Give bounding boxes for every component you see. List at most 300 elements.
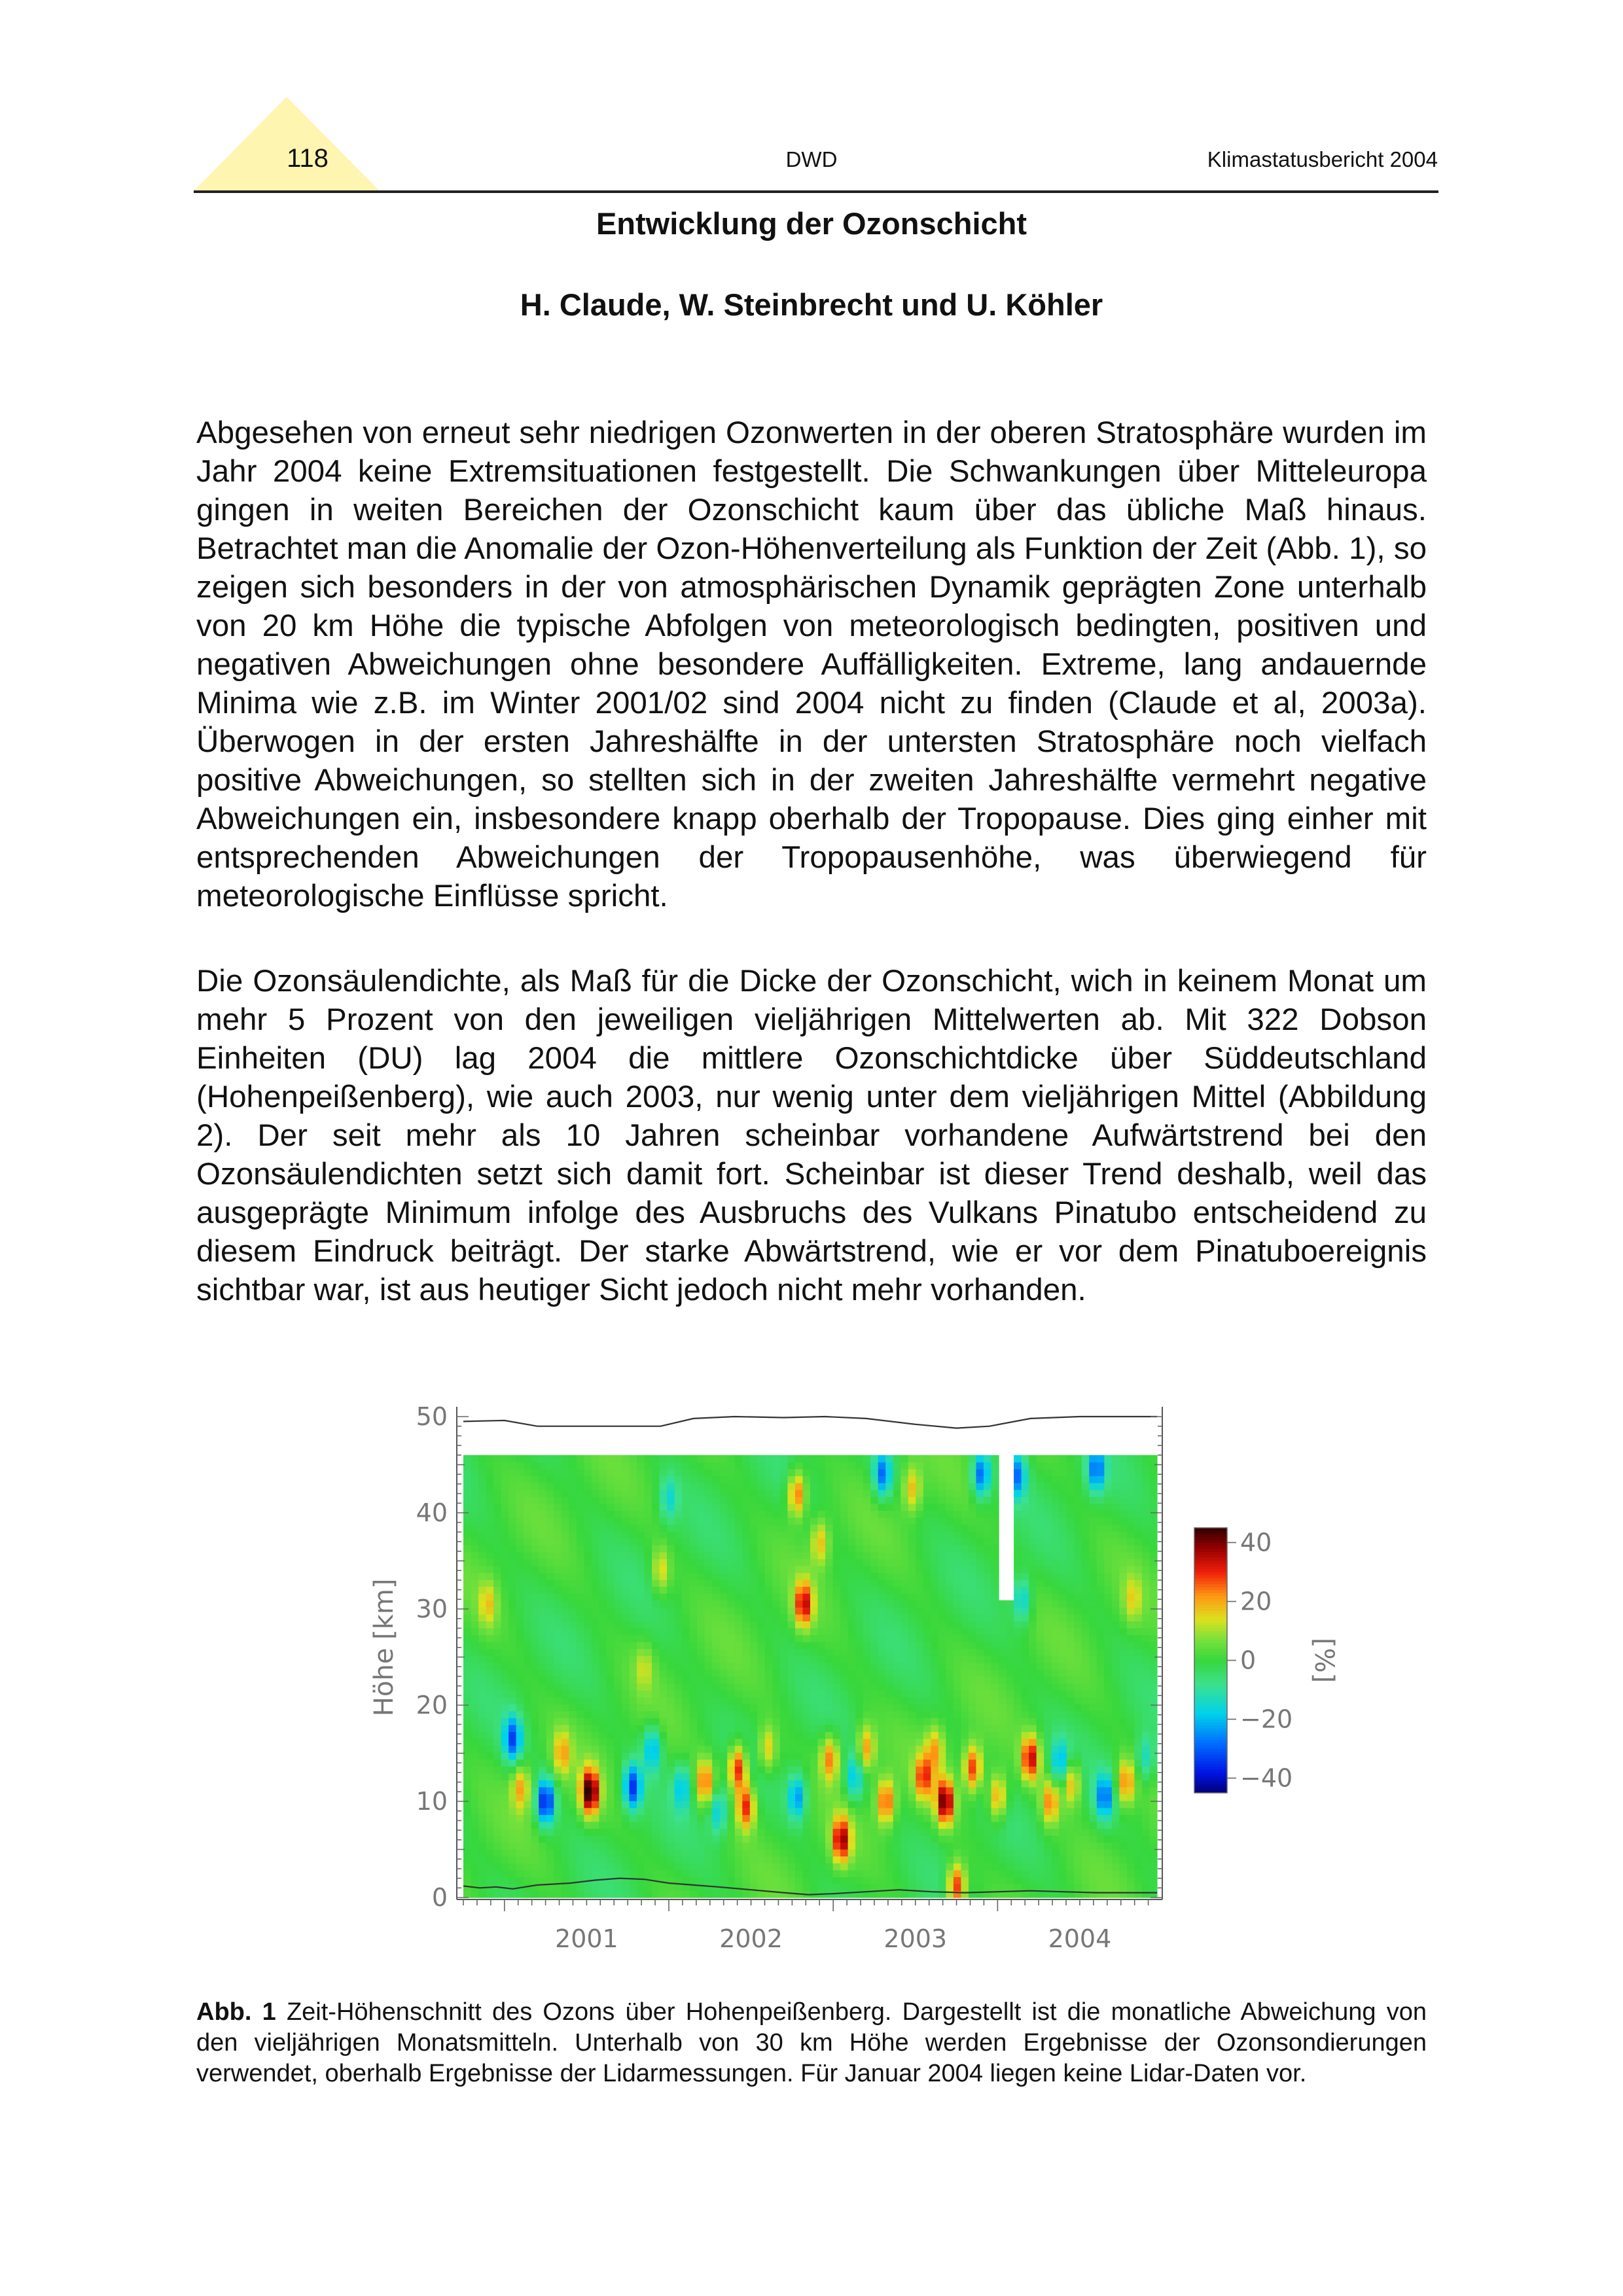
heat-cell [569,1552,577,1559]
heat-cell [916,1690,923,1697]
heat-cell [765,1711,773,1718]
heat-cell [712,1690,720,1697]
heat-cell [885,1752,893,1759]
heat-cell [516,1566,524,1573]
heat-cell [1044,1469,1052,1476]
heat-cell [652,1469,660,1476]
heat-cell [645,1822,652,1829]
heat-cell [878,1808,886,1815]
heat-cell [667,1835,675,1843]
heat-cell [848,1607,856,1614]
heat-cell [818,1669,826,1676]
heat-cell [599,1483,607,1490]
heat-cell [622,1704,630,1711]
heat-cell [765,1746,773,1753]
heat-cell [976,1649,984,1656]
heat-cell [1029,1780,1037,1787]
heat-cell [478,1739,486,1746]
heat-cell [825,1766,833,1773]
heat-cell [916,1842,923,1849]
heat-cell [720,1655,728,1663]
heat-cell [539,1746,546,1753]
heat-cell [531,1621,539,1628]
heat-cell [855,1655,863,1663]
heat-cell [757,1752,765,1759]
heat-cell [780,1614,788,1621]
heat-cell [720,1587,728,1594]
heat-cell [667,1621,675,1628]
heat-cell [946,1835,954,1843]
heat-cell [757,1814,765,1822]
heat-cell [592,1711,599,1718]
heat-cell [516,1814,524,1822]
heat-cell [961,1593,969,1600]
heat-cell [652,1490,660,1497]
heat-cell [463,1814,471,1822]
heat-cell [531,1587,539,1594]
heat-cell [916,1572,923,1580]
heat-cell [946,1870,954,1877]
heat-cell [1052,1766,1060,1773]
heat-cell [765,1697,773,1704]
heat-cell [599,1663,607,1670]
heat-cell [802,1635,810,1642]
heat-cell [584,1849,592,1856]
heat-cell [1022,1704,1029,1711]
heat-cell [885,1676,893,1684]
heat-cell [1014,1490,1022,1497]
heat-cell [546,1669,554,1676]
heat-cell [772,1614,780,1621]
heat-cell [757,1766,765,1773]
heat-cell [946,1580,954,1587]
heat-cell [705,1759,713,1767]
heat-cell [471,1718,479,1725]
heat-cell [682,1593,690,1600]
heat-cell [825,1704,833,1711]
heat-cell [833,1780,841,1787]
heat-cell [463,1628,471,1635]
heat-cell [999,1746,1007,1753]
heat-cell [501,1801,509,1808]
heat-cell [599,1704,607,1711]
heat-cell [802,1552,810,1559]
heat-cell [1022,1572,1029,1580]
heat-cell [870,1635,878,1642]
heat-cell [863,1531,871,1538]
heat-cell [795,1580,803,1587]
heat-cell [478,1593,486,1600]
heat-cell [825,1483,833,1490]
heat-cell [562,1822,569,1829]
heat-cell [999,1621,1007,1628]
heat-cell [637,1517,645,1525]
heat-cell [622,1517,630,1525]
heat-cell [546,1759,554,1767]
heat-cell [524,1490,531,1497]
heat-cell [765,1739,773,1746]
heat-cell [645,1655,652,1663]
heat-cell [682,1531,690,1538]
heat-cell [637,1593,645,1600]
heat-cell [629,1642,637,1649]
heat-cell [524,1538,531,1545]
heat-cell [637,1669,645,1676]
heat-cell [629,1607,637,1614]
heat-cell [1014,1621,1022,1628]
heat-cell [765,1587,773,1594]
heat-cell [742,1469,750,1476]
heat-cell [991,1483,999,1490]
heat-cell [999,1614,1007,1621]
heat-cell [705,1621,713,1628]
heat-cell [1029,1711,1037,1718]
heat-cell [501,1814,509,1822]
heat-cell [705,1524,713,1531]
heat-cell [463,1835,471,1843]
heat-cell [757,1496,765,1504]
heat-cell [893,1642,901,1649]
heat-cell [463,1870,471,1877]
heat-cell [946,1490,954,1497]
heat-cell [795,1884,803,1891]
heat-cell [493,1787,501,1794]
heat-cell [508,1566,516,1573]
heat-cell [946,1787,954,1794]
heat-cell [705,1828,713,1835]
heat-cell [991,1822,999,1829]
heat-cell [614,1635,622,1642]
heat-cell [660,1476,668,1483]
heat-cell [660,1517,668,1525]
heat-cell [802,1469,810,1476]
heat-cell [592,1697,599,1704]
heat-cell [705,1517,713,1525]
heat-cell [870,1642,878,1649]
heat-cell [524,1635,531,1642]
heat-cell [870,1849,878,1856]
heat-cell [863,1538,871,1545]
heat-cell [607,1496,615,1504]
heat-cell [848,1655,856,1663]
heat-cell [599,1669,607,1676]
heat-cell [667,1801,675,1808]
heat-cell [584,1697,592,1704]
heat-cell [833,1538,841,1545]
heat-cell [916,1814,923,1822]
heat-cell [901,1566,908,1573]
heat-cell [516,1524,524,1531]
heat-cell [486,1593,494,1600]
heat-cell [818,1787,826,1794]
heat-cell [1022,1628,1029,1635]
heat-cell [705,1890,713,1898]
heat-cell [893,1849,901,1856]
heat-cell [592,1766,599,1773]
heat-cell [697,1621,705,1628]
heat-cell [554,1739,562,1746]
heat-cell [810,1490,818,1497]
heat-cell [885,1725,893,1732]
heat-cell [471,1863,479,1870]
heat-cell [954,1725,961,1732]
heat-cell [516,1863,524,1870]
heat-cell [1014,1773,1022,1780]
heat-cell [637,1842,645,1849]
heat-cell [750,1835,758,1843]
heat-cell [675,1552,683,1559]
heat-cell [577,1607,584,1614]
heat-cell [840,1490,848,1497]
heat-cell [592,1808,599,1815]
heat-cell [893,1704,901,1711]
heat-cell [818,1870,826,1877]
heat-cell [772,1552,780,1559]
heat-cell [818,1752,826,1759]
heat-cell [908,1462,916,1469]
heat-cell [1014,1628,1022,1635]
heat-cell [893,1545,901,1552]
heat-cell [667,1794,675,1801]
heat-cell [554,1510,562,1517]
heat-cell [1037,1572,1044,1580]
heat-cell [961,1469,969,1476]
heat-cell [848,1614,856,1621]
heat-cell [569,1731,577,1739]
heat-cell [1022,1863,1029,1870]
heat-cell [750,1538,758,1545]
heat-cell [531,1669,539,1676]
heat-cell [493,1504,501,1511]
heat-cell [863,1559,871,1566]
heat-cell [938,1538,946,1545]
heat-cell [652,1773,660,1780]
heat-cell [569,1655,577,1663]
heat-cell [463,1531,471,1538]
heat-cell [1022,1828,1029,1835]
heat-cell [802,1780,810,1787]
heat-cell [637,1614,645,1621]
heat-cell [750,1842,758,1849]
heat-cell [471,1752,479,1759]
heat-cell [471,1822,479,1829]
heat-cell [1044,1759,1052,1767]
heat-cell [493,1773,501,1780]
heat-cell [577,1476,584,1483]
heat-cell [705,1663,713,1670]
heat-cell [463,1773,471,1780]
heat-cell [607,1746,615,1753]
heat-cell [531,1517,539,1525]
heat-cell [991,1863,999,1870]
heat-cell [478,1890,486,1898]
heat-cell [885,1510,893,1517]
heat-cell [885,1828,893,1835]
heat-cell [463,1469,471,1476]
heat-cell [667,1545,675,1552]
heat-cell [1007,1614,1014,1621]
heat-cell [840,1822,848,1829]
heat-cell [961,1566,969,1573]
heat-cell [1014,1828,1022,1835]
heat-cell [833,1545,841,1552]
heat-cell [493,1794,501,1801]
heat-cell [501,1828,509,1835]
heat-cell [690,1863,698,1870]
heat-cell [878,1490,886,1497]
heat-cell [720,1752,728,1759]
heat-cell [878,1483,886,1490]
heat-cell [923,1856,931,1863]
heat-cell [629,1628,637,1635]
heat-cell [1029,1822,1037,1829]
heat-cell [682,1697,690,1704]
heat-cell [486,1780,494,1787]
heat-cell [501,1704,509,1711]
heat-cell [599,1787,607,1794]
heat-cell [562,1759,569,1767]
heat-cell [660,1773,668,1780]
heat-cell [999,1773,1007,1780]
heat-cell [878,1842,886,1849]
heat-cell [735,1739,743,1746]
heat-cell [531,1580,539,1587]
heat-cell [712,1697,720,1704]
heat-cell [652,1884,660,1891]
heat-cell [546,1794,554,1801]
heat-cell [501,1580,509,1587]
heat-cell [976,1655,984,1663]
heat-cell [916,1822,923,1829]
heat-cell [818,1711,826,1718]
heat-cell [486,1552,494,1559]
heat-cell [848,1462,856,1469]
heat-cell [1022,1455,1029,1462]
heat-cell [825,1490,833,1497]
heat-cell [705,1552,713,1559]
heat-cell [833,1731,841,1739]
heat-cell [645,1531,652,1538]
heat-cell [893,1504,901,1511]
heat-cell [810,1455,818,1462]
heat-cell [878,1559,886,1566]
heat-cell [531,1877,539,1884]
heat-cell [508,1476,516,1483]
heat-cell [531,1552,539,1559]
heat-cell [622,1593,630,1600]
heat-cell [1022,1725,1029,1732]
heat-cell [562,1849,569,1856]
heat-cell [938,1490,946,1497]
heat-cell [1007,1642,1014,1649]
heat-cell [885,1870,893,1877]
heat-cell [984,1587,991,1594]
heat-cell [855,1794,863,1801]
heat-cell [1052,1663,1060,1670]
heat-cell [991,1842,999,1849]
heat-cell [577,1531,584,1538]
heat-cell [705,1731,713,1739]
heat-cell [629,1690,637,1697]
heat-cell [742,1676,750,1684]
heat-cell [961,1718,969,1725]
heat-cell [818,1587,826,1594]
heat-cell [878,1801,886,1808]
heat-cell [614,1690,622,1697]
heat-cell [501,1614,509,1621]
heat-cell [961,1835,969,1843]
heat-cell [493,1496,501,1504]
heat-cell [562,1469,569,1476]
heat-cell [652,1794,660,1801]
heat-cell [742,1794,750,1801]
heat-cell [645,1490,652,1497]
heat-cell [901,1642,908,1649]
heat-cell [516,1580,524,1587]
heat-cell [607,1483,615,1490]
heat-cell [720,1773,728,1780]
heat-cell [757,1822,765,1829]
heat-cell [938,1856,946,1863]
heat-cell [1029,1877,1037,1884]
heat-cell [833,1690,841,1697]
heat-cell [629,1828,637,1835]
heat-cell [584,1676,592,1684]
heat-cell [999,1663,1007,1670]
heat-cell [931,1455,938,1462]
heat-cell [976,1801,984,1808]
heat-cell [607,1780,615,1787]
heat-cell [825,1663,833,1670]
heat-cell [976,1524,984,1531]
heat-cell [675,1842,683,1849]
heat-cell [1044,1490,1052,1497]
heat-cell [1022,1746,1029,1753]
heat-cell [690,1587,698,1594]
heat-cell [878,1697,886,1704]
heat-cell [697,1835,705,1843]
heat-cell [901,1593,908,1600]
heat-cell [614,1552,622,1559]
heat-cell [614,1655,622,1663]
heat-cell [772,1704,780,1711]
heat-cell [870,1773,878,1780]
heat-cell [531,1663,539,1670]
heat-cell [1037,1635,1044,1642]
heat-cell [923,1794,931,1801]
heat-cell [802,1621,810,1628]
heat-cell [569,1635,577,1642]
heat-cell [705,1496,713,1504]
heat-cell [765,1718,773,1725]
heat-cell [1037,1621,1044,1628]
heat-cell [629,1835,637,1843]
heat-cell [1007,1870,1014,1877]
heat-cell [931,1856,938,1863]
heat-cell [599,1649,607,1656]
heat-cell [697,1469,705,1476]
heat-cell [772,1600,780,1608]
heat-cell [795,1469,803,1476]
heat-cell [916,1746,923,1753]
heat-cell [720,1517,728,1525]
heat-cell [1037,1704,1044,1711]
heat-cell [727,1600,735,1608]
heat-cell [825,1510,833,1517]
heat-cell [1052,1725,1060,1732]
heat-cell [893,1697,901,1704]
heat-cell [1037,1801,1044,1808]
